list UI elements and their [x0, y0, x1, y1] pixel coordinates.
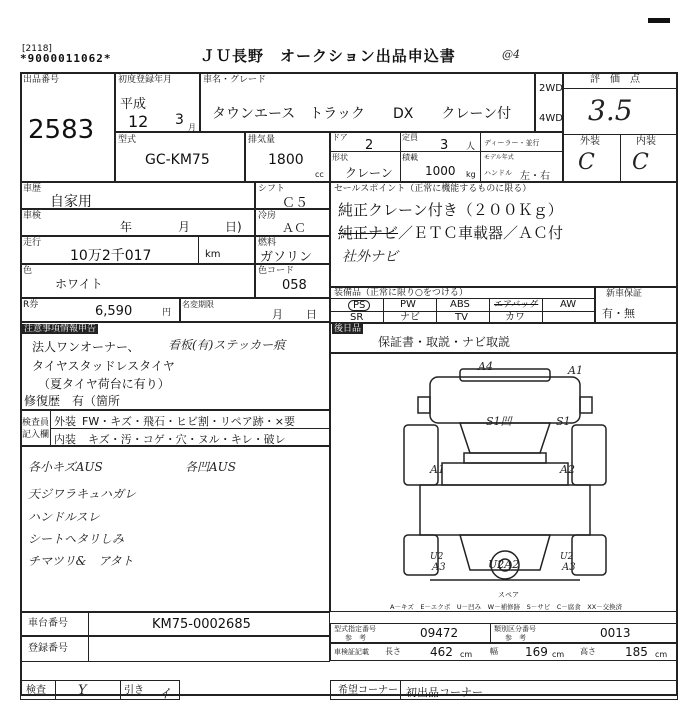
sales-points-line1: 純正クレーン付き（２００Ｋｇ）	[338, 201, 563, 219]
score-label: 評 価 点	[590, 74, 640, 85]
model-value: GC-KM75	[145, 152, 210, 168]
form-title: ＪＵ長野 オークション出品申込書	[200, 47, 456, 65]
new-car-warranty-label: 新車保証	[606, 289, 643, 299]
inspector-note-4: シートヘタリしみ	[28, 532, 125, 546]
inspection-month-unit: 月	[178, 220, 191, 234]
class-num-label: 類別区分番号	[494, 625, 536, 633]
mark-u2a2: U2A2	[488, 558, 520, 571]
score-value: 3.5	[588, 94, 633, 127]
inspection-label: 車検	[23, 211, 42, 221]
corner-mark	[648, 4, 670, 23]
inspector-note-1: 各小キズAUS	[28, 460, 103, 474]
mileage-unit: km	[205, 249, 221, 260]
pull-label: 引き	[124, 685, 144, 696]
length-label: 長さ	[385, 647, 401, 656]
equip-ps: PS	[348, 300, 370, 311]
notes-line1: 法人ワンオーナー、	[32, 340, 140, 354]
mark-a1-left: A1	[430, 463, 445, 476]
corner-label: 希望コーナー	[338, 685, 398, 696]
equip-navi: ナビ	[400, 312, 420, 323]
mark-s1-dent: S1凹	[486, 415, 512, 428]
damage-legend: A－キズ E－エクボ U－凹み W－補修跡 S－サビ C－腐食 XX－交換済	[390, 603, 623, 611]
mileage-label: 走行	[23, 238, 42, 248]
expiry-month-unit: 月	[272, 308, 283, 321]
lot-number: 2583	[28, 115, 95, 145]
inspection-year-unit: 年	[120, 220, 133, 234]
vehicle-name: タウンエース トラック DX クレーン付	[212, 106, 512, 122]
cooler-label: 冷房	[258, 211, 277, 221]
first-reg-month-unit: 月	[188, 123, 196, 132]
expiry-day-unit: 日	[306, 308, 317, 321]
vehicle-name-label: 車名・グレード	[203, 75, 267, 85]
cooler-value: ＡＣ	[282, 221, 307, 235]
inspector-note-1-right: 各凹AUS	[185, 460, 237, 474]
record-label1: 検査員	[22, 418, 50, 428]
check-label: 検査	[26, 685, 46, 696]
chassis-label: 車台番号	[28, 618, 68, 629]
equipment-label: 装備品（正常に限り○をつける）	[334, 288, 468, 298]
record-label2: 記入欄	[22, 430, 50, 440]
inspector-note-5: チマツリ& アタト	[28, 554, 134, 568]
first-reg-year: 12	[128, 112, 149, 131]
drive-2wd: 2WD	[539, 83, 563, 94]
record-exterior-items: FW・キズ・飛石・ヒビ割・リペア跡・×要	[82, 415, 295, 428]
height-unit: cm	[655, 650, 668, 659]
width-value: 169	[525, 645, 548, 659]
displacement-label: 排気量	[248, 135, 276, 145]
body-shape-label: 形状	[332, 153, 348, 162]
corner-value: 初出品コーナー	[406, 686, 483, 699]
mark-a3-right: A3	[562, 562, 576, 573]
height-label: 高さ	[580, 647, 596, 656]
mark-a4: A4	[478, 360, 493, 373]
dealer-label: ディーラー・並行	[484, 139, 540, 147]
dimensions-label: 車検証記載	[334, 648, 369, 656]
notes-line1-hand: 看板(有)ステッカー痕	[168, 338, 286, 352]
shift-label: シフト	[258, 184, 286, 194]
length-unit: cm	[460, 650, 473, 659]
title-note: @4	[502, 48, 520, 61]
class-num-sub: 参 考	[505, 634, 526, 642]
r-tax-unit: 円	[162, 308, 172, 318]
barcode-number: *9000011062*	[20, 52, 112, 65]
doors-label: ドア	[332, 133, 348, 142]
lot-label: 出品番号	[23, 75, 60, 85]
bed-outline	[420, 485, 590, 535]
mileage-value: 10万2千017	[70, 248, 152, 264]
form-code: [2118]	[22, 44, 52, 54]
notes-line2: タイヤスタッドレスタイヤ	[32, 359, 175, 373]
capacity-unit: 人	[466, 142, 476, 152]
width-unit: cm	[552, 650, 565, 659]
height-value: 185	[625, 645, 648, 659]
expiry-label: 名変期限	[182, 300, 214, 309]
record-exterior-label: 外装	[54, 415, 76, 428]
shift-value: Ｃ５	[282, 196, 309, 211]
equip-leather: カワ	[505, 312, 525, 323]
handle-value: 左・右	[520, 171, 550, 182]
mark-a1-top: A1	[568, 364, 583, 377]
inspection-day-unit: 日)	[225, 220, 242, 234]
sales-points-line2	[338, 222, 563, 243]
first-reg-label: 初度登録年月	[118, 75, 173, 85]
mark-u2-left: U2	[430, 552, 444, 562]
class-num-value: 0013	[600, 626, 631, 640]
inspector-note-3: ハンドルスレ	[28, 510, 100, 524]
color-code-label: 色コード	[258, 266, 295, 276]
check-value: Y	[78, 683, 87, 698]
designation-sub: 参 考	[345, 634, 366, 642]
notes-line4: 修復歴 有（箇所	[24, 394, 121, 408]
displacement-unit: cc	[315, 170, 324, 179]
first-reg-month: 3	[175, 112, 184, 128]
capacity-label: 定員	[402, 133, 418, 142]
color-value: ホワイト	[55, 277, 103, 291]
interior-score: C	[632, 150, 649, 175]
chassis-value: KM75-0002685	[152, 617, 251, 632]
mark-a3-left: A3	[432, 562, 446, 573]
equip-airbag: エアバッグ	[494, 300, 539, 310]
mark-s1: S1	[556, 415, 571, 428]
sales-points-line2-rest: ／ＥＴＣ車載器／ＡＣ付	[398, 224, 564, 242]
load-value: 1000	[425, 164, 456, 178]
category-label: 車歴	[23, 184, 42, 194]
mark-a2: A2	[560, 463, 575, 476]
equip-aw: AW	[560, 299, 577, 310]
color-code-value: 058	[282, 278, 307, 293]
length-value: 462	[430, 645, 453, 659]
notes-label: 注意事項情報申告	[24, 324, 97, 334]
body-shape-value: クレーン	[345, 166, 393, 180]
load-label: 積載	[402, 153, 418, 162]
designation-value: 09472	[420, 626, 459, 640]
equip-pw: PW	[400, 299, 416, 310]
mark-u2-right: U2	[560, 552, 574, 562]
first-reg-era: 平成	[120, 97, 147, 112]
inspection-box	[20, 209, 255, 236]
interior-score-label: 内装	[636, 136, 656, 147]
new-car-warranty-value: 有・無	[602, 307, 635, 320]
fuel-label: 燃料	[258, 238, 277, 248]
exterior-score: C	[578, 150, 595, 175]
fuel-value: ガソリン	[260, 250, 313, 265]
handle-label: ハンドル	[484, 169, 512, 177]
model-year-label: モデル年式	[484, 154, 514, 161]
color-label: 色	[23, 266, 33, 276]
record-interior-items: キズ・汚・コゲ・穴・ヌル・キレ・破レ	[88, 433, 286, 446]
equip-abs: ABS	[450, 299, 470, 310]
notes-line3: （夏タイヤ荷台に有り）	[38, 377, 170, 391]
designation-label: 型式指定番号	[334, 625, 376, 633]
drive-4wd: 4WD	[539, 113, 563, 124]
category-value: 自家用	[50, 194, 92, 210]
registration-label: 登録番号	[28, 643, 68, 654]
sales-points-handwritten: 社外ナビ	[342, 249, 398, 265]
model-label: 型式	[118, 135, 137, 145]
back-items-value: 保証書・取説・ナビ取説	[378, 335, 511, 349]
width-label: 幅	[490, 647, 498, 656]
back-items-label: 後日品	[334, 324, 362, 334]
r-tax-value: 6,590	[95, 304, 133, 319]
doors-value: 2	[365, 138, 374, 153]
r-tax-label: R券	[23, 300, 39, 310]
inspector-note-2: 天ジワラキュハガレ	[28, 487, 137, 501]
pull-value: イ	[158, 687, 172, 702]
equip-sr: SR	[350, 312, 364, 323]
exterior-score-label: 外装	[580, 136, 600, 147]
displacement-value: 1800	[268, 152, 304, 168]
sales-points-label: セールスポイント（正常に機能するものに限る）	[334, 184, 532, 194]
load-unit: kg	[466, 170, 476, 179]
equip-tv: TV	[455, 312, 468, 323]
record-interior-label: 内装	[54, 433, 76, 446]
capacity-value: 3	[440, 138, 449, 153]
spare-label: スペア	[498, 591, 519, 599]
sales-points-struck: 純正ナビ	[338, 224, 399, 242]
